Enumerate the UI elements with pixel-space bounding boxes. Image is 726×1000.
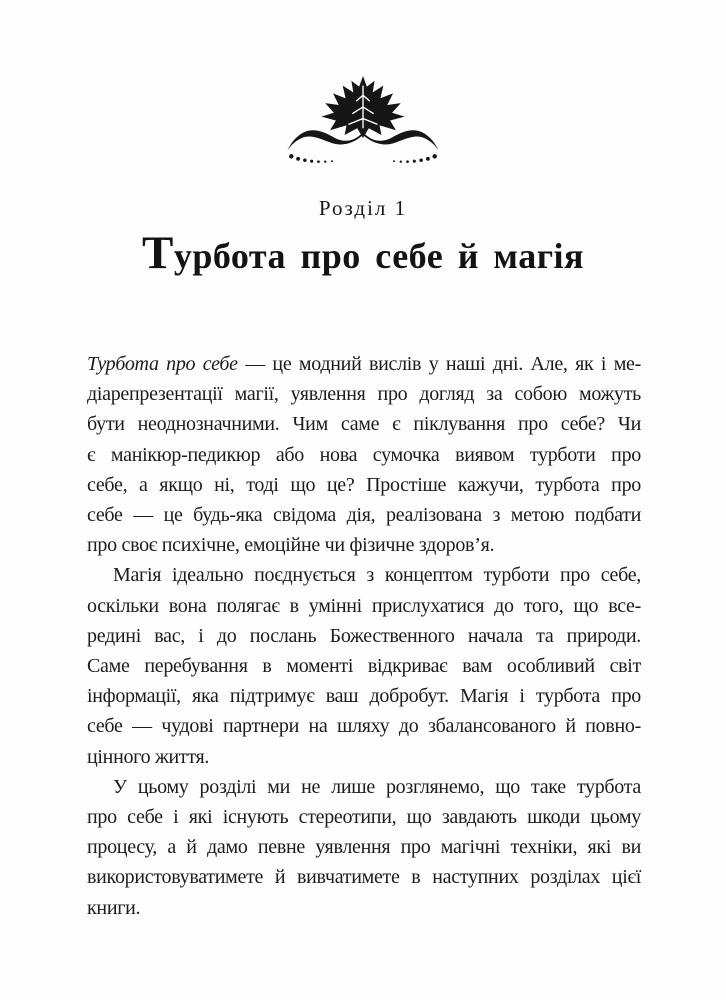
body-text-span: інформації, яка підтримує ваш добробут. Магія і турбота про [87, 685, 641, 708]
body-line [87, 681, 641, 711]
body-line [87, 742, 641, 772]
body-line [87, 560, 641, 590]
chapter-title-initial: Т [141, 227, 174, 279]
body-text-span: про себе і які існують стереотипи, що завдають шкоди цьому [87, 806, 641, 829]
body-text-span: використовуватимете й вивчатимете в наступних розділах цієї [87, 866, 641, 889]
body-text-span: цінного життя. [87, 745, 210, 768]
body-text-span: себе — це будь-яка свідома дія, реалізована з метою подбати [87, 504, 641, 527]
body-text-span: Магія ідеально поєднується з концептом турботи про себе, [113, 564, 641, 587]
body-text-span: книги. [87, 896, 141, 919]
body-text-span: бути неоднозначними. Чим саме є піклування про себе? Чи [87, 413, 641, 436]
body-line [87, 651, 641, 681]
body-line [87, 500, 641, 530]
body-line [87, 440, 641, 470]
body-line [87, 772, 641, 802]
body-text-span: Саме перебування в моменті відкриває вам особливий світ [87, 655, 641, 678]
paragraph [87, 772, 641, 923]
body-line [87, 409, 641, 439]
body-line [87, 893, 641, 923]
body-line [87, 591, 641, 621]
body-line [87, 379, 641, 409]
body-line [87, 711, 641, 741]
leaf-flourish-ornament [284, 74, 442, 167]
body-text-span: про своє психічне, емоційне чи фізичне здоров’я. [87, 534, 495, 557]
paragraph [87, 560, 641, 771]
italic-lead-text: Турбота про себе [87, 353, 238, 375]
body-text-span: процесу, а й дамо певне уявлення про магічні техніки, які ви [87, 836, 641, 859]
body-line [87, 832, 641, 862]
body-text-span: є манікюр-педикюр або нова сумочка виявом турботи про [87, 443, 641, 466]
body-line [87, 621, 641, 651]
body-text-span: — це модний вислів у наші дні. Але, як і ме- [237, 353, 641, 375]
body-text-span: себе — чудові партнери на шляху до збалансованого й повно- [87, 715, 641, 738]
body-text-span: У цьому розділі ми не лише розглянемо, що таке турбота [113, 775, 641, 798]
chapter-title-rest: урбота про себе й магія [173, 236, 585, 276]
body-text-span: редині вас, і до послань Божественного начала та природи. [87, 624, 641, 647]
body-text-span: діарепрезентації магії, уявлення про догляд за собою можуть [87, 383, 641, 406]
body-line [87, 530, 641, 560]
body-line [87, 470, 641, 500]
body-line [87, 802, 641, 832]
chapter-title [0, 229, 726, 283]
body-line [87, 349, 641, 379]
body-text-span: оскільки вона полягає в умінні прислухатися до того, що все- [87, 594, 641, 617]
body-text [87, 349, 641, 923]
body-line [87, 862, 641, 892]
body-text-span: себе, а якщо ні, тоді що це? Простіше кажучи, турбота про [87, 473, 641, 496]
paragraph [87, 349, 641, 560]
chapter-label: Розділ 1 [318, 196, 408, 220]
